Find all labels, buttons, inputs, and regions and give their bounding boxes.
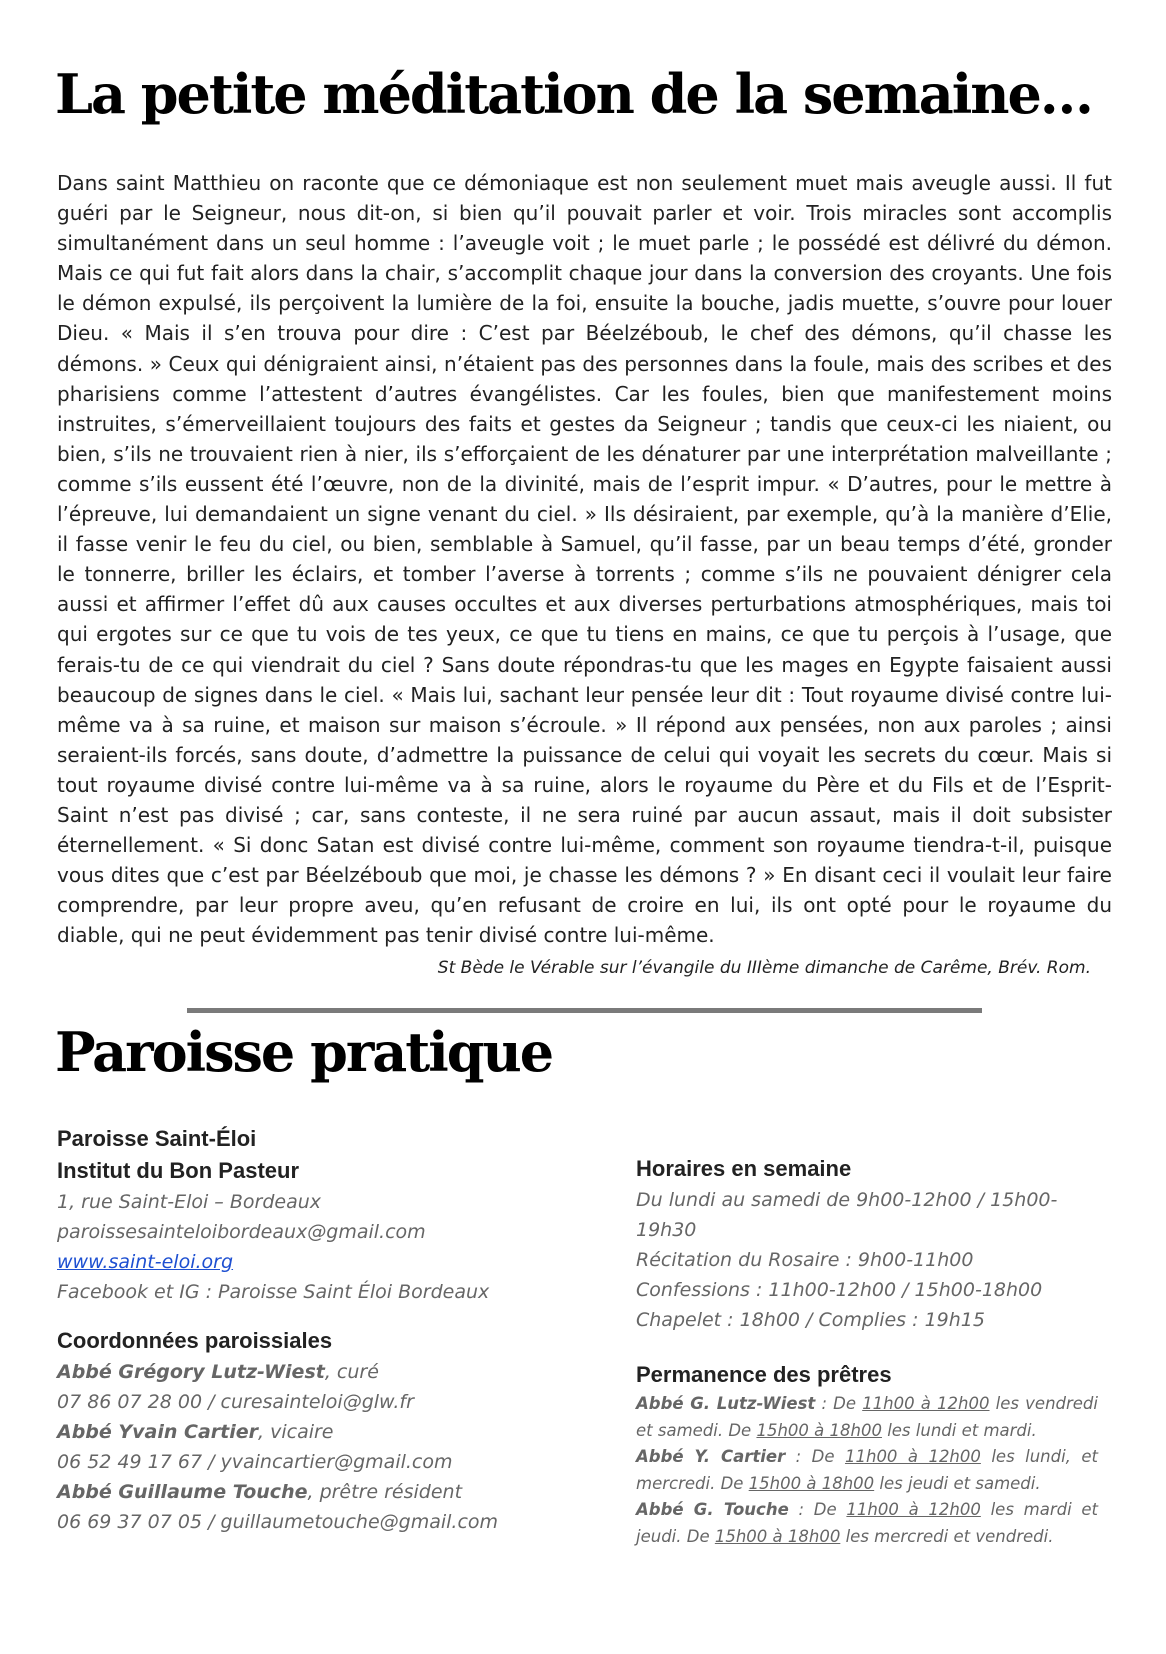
priest-2-name: Abbé Yvain Cartier [57, 1421, 259, 1443]
parish-name: Paroisse Saint-Éloi [57, 1126, 257, 1151]
parish-schedule-column [636, 1153, 1098, 1550]
perm-3-time2: 15h00 à 18h00 [714, 1526, 841, 1546]
section-divider [187, 1008, 982, 1013]
perm-2-time2: 15h00 à 18h00 [748, 1473, 875, 1493]
perm-3-time1: 11h00 à 12h00 [846, 1500, 981, 1519]
perm-1-time1: 11h00 à 12h00 [862, 1394, 990, 1413]
priest-1-name: Abbé Grégory Lutz-Wiest [57, 1361, 325, 1383]
perm-1-name: Abbé G. Lutz-Wiest [636, 1394, 816, 1413]
perm-1-time2: 15h00 à 18h00 [756, 1420, 882, 1440]
perm-1-sep: : De [815, 1394, 863, 1413]
perm-2-sep: : De [785, 1447, 845, 1466]
perm-3-sep: : De [788, 1500, 847, 1519]
spacer [636, 1335, 1098, 1359]
parish-social: Facebook et IG : Paroisse Saint Éloi Bordeaux [57, 1281, 490, 1303]
meditation-title: La petite méditation de la semaine… [55, 62, 1092, 126]
perm-2-days1: les lundi, et mercredi. De [636, 1447, 1098, 1493]
perm-1-days1: les vendredi et samedi. De [636, 1394, 1098, 1440]
meditation-text: Dans saint Matthieu on raconte que ce démoniaque est non seulement muet mais aveugle aussi. Il fut guéri par le Seigneur, nous dit-on, si bien qu’il pouvait parler et voir. Trois miracles sont accomplis simultanément dans un seul homme : l’aveugle voit ; le muet parle ; le possédé est délivré du démon. Mais ce qui fut fait alors dans la chair, s’accomplit chaque jour dans la conversion des croyants. Une fois le démon expulsé, ils perçoivent la lumière de la foi, ensuite la bouche, jadis muette, s’ouvre pour louer Dieu. « Mais il s’en trouva pour dire : C’est par Béelzéboub, le chef des démons, qu’il chasse les démons. » Ceux qui dénigraient ainsi, n’étaient pas des personnes dans la foule, mais des scribes et des pharisiens comme l’attestent d’autres évangélistes. Car les foules, bien que manifestement moins instruites, s’émerveillaient toujours des faits et gestes da Seigneur ; tandis que ceux-ci les niaient, ou bien, s’ils ne trouvaient rien à nier, ils s’efforçaient de les dénaturer par une interprétation malveillante ; comme s’ils eussent été l’œuvre, non de la divinité, mais de l’esprit impur. « D’autres, pour le mettre à l’épreuve, lui demandaient un signe venant du ciel. » Ils désiraient, par exemple, qu’à la manière d’Elie, il fasse venir le feu du ciel, ou bien, semblable à Samuel, qu’il fasse, par un beau temps d’été, gronder le tonnerre, briller les éclairs, et tomber l’averse à torrents ; comme s’ils ne pouvaient dénigrer cela aussi et affirmer l’effet dû aux causes occultes et aux diverses perturbations atmosphériques, mais toi qui ergotes sur ce que tu vois de tes yeux, ce que tu tiens en mains, ce que tu perçois à l’usage, que ferais-tu de ce qui viendrait du ciel ? Sans doute répondras-tu que les mages en Egypte faisaient aussi beaucoup de signes dans le ciel. « Mais lui, sachant leur pensée leur dit : Tout royaume divisé contre lui-même va à sa ruine, et maison sur maison s’écroule. » Il répond aux pensées, non aux paroles ; ainsi seraient-ils forcés, sans doute, d’admettre la puissance de celui qui voyait les secrets du cœur. Mais si tout royaume divisé contre lui-même va à sa ruine, alors le royaume du Père et du Fils et de l’Esprit-Saint n’est pas divisé ; car, sans conteste, il ne sera ruiné par aucun assaut, mais il doit subsister éternellement. « Si donc Satan est divisé contre lui-même, comment son royaume tiendra-t-il, puisque vous dites que c’est par Béelzéboub que moi, je chasse les démons ? » En disant ceci il voulait leur faire comprendre, par leur propre aveu, qu’en refusant de croire en lui, ils ont opté pour le royaume du diable, qui ne peut évidemment pas tenir divisé contre lui-même. [57, 171, 1112, 948]
perm-3-days2: les mercredi et vendredi. [840, 1526, 1054, 1546]
priest-1-contact: 07 86 07 28 00 / curesainteloi@glw.fr [57, 1391, 414, 1413]
priest-2-contact: 06 52 49 17 67 / yvaincartier@gmail.com [57, 1451, 453, 1473]
priest-3-name: Abbé Guillaume Touche [57, 1481, 308, 1503]
institute-name: Institut du Bon Pasteur [57, 1158, 299, 1183]
perm-2-name: Abbé Y. Cartier [636, 1447, 786, 1466]
spacer [57, 1307, 577, 1325]
perm-1-days2: les lundi et mardi. [881, 1420, 1037, 1440]
perm-3-days1: les mardi et jeudi. De [636, 1500, 1099, 1546]
coord-title: Coordonnées paroissiales [57, 1328, 333, 1353]
perm-3-name: Abbé G. Touche [636, 1500, 789, 1519]
horaires-line-1: Du lundi au samedi de 9h00-12h00 / 15h00-19h30 [636, 1189, 1058, 1241]
priest-3-role: , prêtre résident [307, 1481, 463, 1503]
perm-2-days2: les jeudi et samedi. [874, 1473, 1041, 1493]
permanence-item-3 [636, 1497, 1098, 1550]
priest-2-role: , vicaire [258, 1421, 334, 1443]
permanence-item-2 [636, 1444, 1098, 1497]
paroisse-title: Paroisse pratique [55, 1020, 553, 1084]
permanence-item-1 [636, 1391, 1098, 1444]
priest-2-line [57, 1417, 577, 1447]
horaires-line-2: Récitation du Rosaire : 9h00-11h00 [636, 1249, 974, 1271]
priest-1-role: , curé [324, 1361, 379, 1383]
priest-1-line [57, 1357, 577, 1387]
horaires-title: Horaires en semaine [636, 1156, 852, 1181]
perm-2-time1: 11h00 à 12h00 [844, 1447, 981, 1466]
horaires-line-4: Chapelet : 18h00 / Complies : 19h15 [636, 1309, 985, 1331]
parish-website-link[interactable]: www.saint-eloi.org [57, 1251, 234, 1273]
priest-3-line [57, 1477, 577, 1507]
meditation-attribution: St Bède le Vérable sur l’évangile du IIIème dimanche de Carême, Brév. Rom. [437, 958, 1091, 978]
priest-3-contact: 06 69 37 07 05 / guillaumetouche@gmail.com [57, 1511, 499, 1533]
horaires-line-3: Confessions : 11h00-12h00 / 15h00-18h00 [636, 1279, 1043, 1301]
parish-contact-column [57, 1123, 577, 1537]
parish-address: 1, rue Saint-Eloi – Bordeaux [57, 1191, 321, 1213]
permanence-title: Permanence des prêtres [636, 1362, 892, 1387]
parish-email: paroissesainteloibordeaux@gmail.com [57, 1221, 426, 1243]
